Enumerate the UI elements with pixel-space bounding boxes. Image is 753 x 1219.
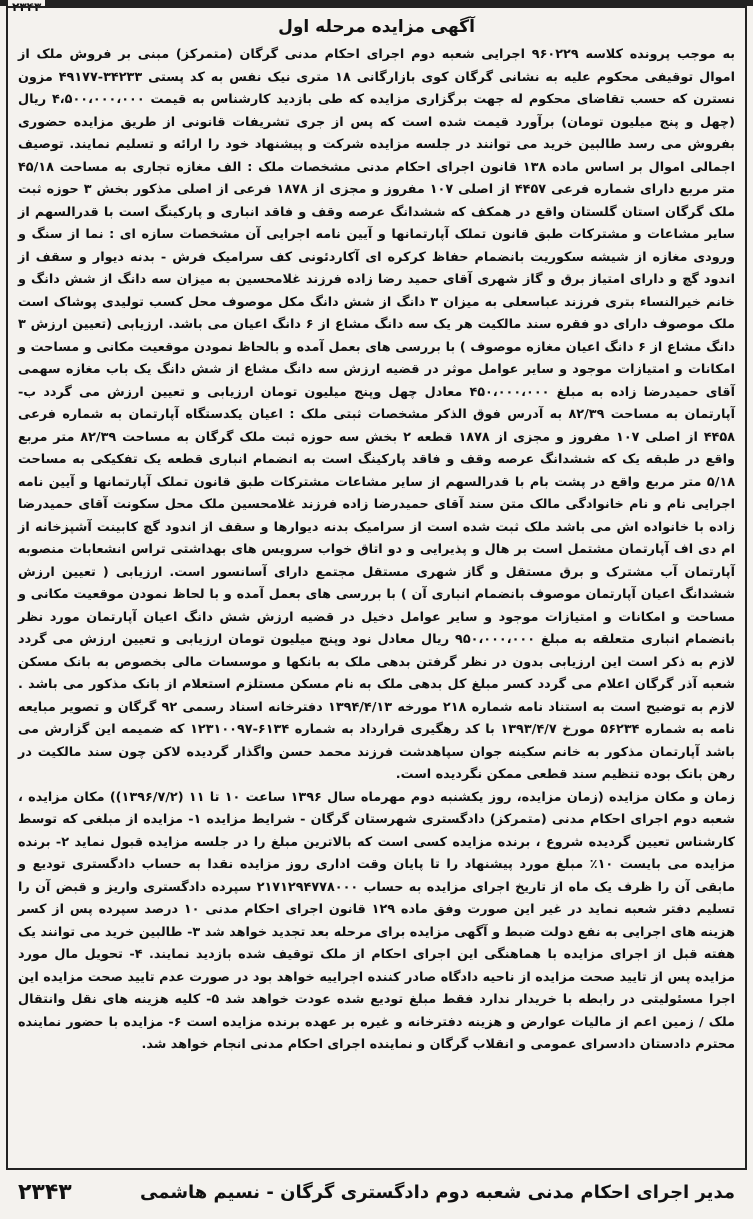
notice-paragraph-conditions: زمان و مکان مزایده (زمان مزایده، روز یکشنبه دوم مهرماه سال ۱۳۹۶ ساعت ۱۰ تا ۱۱ (۱۳۹۶/۷/۲)) مکان مزایده ، شعبه دوم اجرای احکام مدنی (متمرکز) دادگستری شهرستان گرگان - شرایط مزایده ۱- مزایده از مبلغی که توسط کارشناس تعیین گردیده شروع ، برنده مزایده کسی است که بالاترین مبلغ را در جلسه مزایده قبول نماید ۲- برنده مزایده می بایست ۱۰٪ مبلغ مورد پیشنهاد را تا پایان وقت اداری روز مزایده نقدا به حساب دادگستری تودیع و مابقی آن را ظرف یک ماه از تاریخ اجرای مزایده به حساب ۲۱۷۱۲۹۴۷۷۸۰۰۰ سپرده دادگستری واریز و قبض آن را تسلیم دفتر شعبه نماید در غیر این صورت وفق ماده ۱۲۹ قانون اجرای احکام مدنی ۱۰ درصد سپرده پس از کسر هزینه های اجرایی به نفع دولت ضبط و آگهی مزایده برای مرحله بعد تجدید خواهد شد ۳- طالبین خرید می توانند یک هفته قبل از اجرای مزایده با هماهنگی این اجرای احکام از ملک توقیف شده بازدید نمایند. ۴- تحویل مال مورد مزایده پس از تایید صحت مزایده از ناحیه دادگاه صادر کننده اجراییه خواهد بود در صورت عدم تایید صحت مزایده این اجرا مسئولیتی در رابطه با خریدار ندارد فقط مبلغ تودیع شده عودت خواهد شد ۵- کلیه هزینه های نقل وانتقال ملک / زمین اعم از مالیات عوارض و هزینه دفترخانه و غیره بر عهده برنده مزایده است ۶- مزایده با حضور نماینده محترم دادستان دادسرای عمومی و انقلاب گرگان و نماینده اجرای احکام مدنی انجام خواهد شد. xyxy=(18,789,736,1052)
notice-frame xyxy=(6,6,747,1170)
signature-line: مدیر اجرای احکام مدنی شعبه دوم دادگستری گرگان - نسیم هاشمی xyxy=(140,1181,735,1203)
notice-paragraph-description: به موجب پرونده کلاسه ۹۶۰۲۲۹ اجرایی شعبه دوم اجرای احکام مدنی گرگان (متمرکز) مبنی بر فروش ملک از اموال توقیفی محکوم علیه به نشانی گرگان کوی بازارگانی ۱۸ متری نیک نفس به کد پستی ۳۴۲۳۳-۴۹۱۷۷ مزون نسترن که حسب تقاضای محکوم له جهت برگزاری مزایده که طی بازدید کارشناس به قیمت ۴،۵۰۰،۰۰۰،۰۰۰ ریال (چهل و پنج میلیون تومان) برآورد قیمت شده است که پس از جری تشریفات قانونی از طریق مزایده حضوری بفروش می رسد طالبین خرید می توانند در جلسه مزایده شرکت و پیشنهاد خود را ارائه و تسلیم نمایند. توصیف اجمالی اموال بر اساس ماده ۱۳۸ قانون اجرای احکام مدنی مشخصات ملک : الف مغازه تجاری به مساحت ۴۵/۱۸ متر مربع دارای شماره فرعی ۴۴۵۷ از اصلی ۱۰۷ مفروز و مجزی از ۱۸۷۸ فرعی از اصلی مذکور بخش ۳ حوزه ثبت ملک گرگان استان گلستان واقع در همکف که ششدانگ عرصه وقف و فاقد انباری و پارکینگ است با قدرالسهم از سایر مشاعات و مشترکات طبق قانون تملک آپارتمانها و آیین نامه اجرایی آن مشخصات سازه ای : نما از سنگ و ورودی مغازه از شیشه سکوریت بانضمام حفاظ کرکره ای آکاردئونی کف سرامیک فرش - بدنه دیوار و سقف از اندود گچ و دارای امتیاز برق و گاز شهری آقای حمید رضا زاده فرزند غلامحسین به میزان سه دانگ از شش دانگ و خانم خیرالنساء بتری فرزند عباسعلی به میزان ۳ دانگ از شش دانگ مکل موصوف محل کسب تولیدی پوشاک است ملک موصوف دارای دو فقره سند مالکیت هر یک سه دانگ مشاع از ۶ دانگ اعیان می باشد. ارزیابی (تعیین ارزش ۳ دانگ مشاع از ۶ دانگ اعیان مغازه موصوف ) با بررسی های بعمل آمده و بالحاظ نمودن موقعیت مکانی و مساحت و امکانات و امتیازات موجود و سایر عوامل موثر در قضیه ارزش سه دانگ مشاع از شش دانگ یک باب مغازه سهمی آقای حمیدرضا زاده به مبلغ ۴۵۰،۰۰۰،۰۰۰ معادل چهل وپنج میلیون تومان ارزیابی و تعیین ارزش می گردد ب- آپارتمان به مساحت ۸۲/۳۹ به آدرس فوق الذکر مشخصات ثبتی ملک : اعیان یکدستگاه آپارتمان به شماره فرعی ۴۴۵۸ از اصلی ۱۰۷ مفروز و مجزی از ۱۸۷۸ قطعه ۲ بخش سه حوزه ثبت ملک گرگان به مساحت ۸۲/۳۹ متر مربع واقع در طبقه یک که ششدانگ عرصه وقف و فاقد پارکینگ است به انضمام انباری قطعه یک تفکیکی به مساحت ۵/۱۸ متر مربع واقع در پشت بام با قدرالسهم از سایر مشاعات مشترکات طبق قانون تملک آپارتمانها و آیین نامه اجرایی نام و نام خانوادگی مالک متن سند آقای حمیدرضا زاده فرزند غلامحسین ملک محل سکونت آقای حمیدرضا زاده با خانواده اش می باشد ملک ثبت شده است از سرامیک بدنه دیوارها و سقف از اندود گچ کابینت آشپزخانه از ام دی اف آپارتمان مشتمل است بر هال و پذیرایی و دو اتاق خواب سرویس های بهداشتی تراس انشعابات منصوبه آپارتمان آب مشترک و برق مستقل و گاز شهری مستقل مجتمع دارای آسانسور است. ارزیابی ( تعیین ارزش ششدانگ اعیان آپارتمان موصوف بانضمام انباری آن ) با بررسی های بعمل آمده و با لحاظ نمودن موقعیت مکانی و مساحت و امکانات و امتیازات موجود و سایر عوامل دخیل در قضیه ارزش شش دانگ اعیان آپارتمان مورد نظر بانضمام انباری متعلقه به مبلغ ۹۵۰،۰۰۰،۰۰۰ ریال معادل نود وپنج میلیون تومان ارزیابی و تعیین ارزش می گردد لازم به ذکر است این ارزیابی بدون در نظر گرفتن بدهی ملک به بانکها و موسسات مالی بخصوص به بانک مسکن شعبه آذر گرگان اعلام می گردد کسر مبلغ کل بدهی ملک به نام مسکن مستلزم استعلام از بانک مذکور می باشد . لازم به توضیح است به استناد نامه شماره ۲۱۸ مورخه ۱۳۹۴/۴/۱۳ دفترخانه اسناد رسمی ۹۲ گرگان و تصویر مبایعه نامه به شماره ۵۶۲۳۴ مورخ ۱۳۹۳/۴/۷ با کد رهگیری قرارداد به شماره ۶۱۳۴-۱۲۳۱۰۰۹۷ که ضمیمه این گزارش می باشد آپارتمان مذکور به خانم سکینه جوان سپاهدشت فرزند محمد حسن واگذار گردیده لاکن چون سند مالکیت در رهن بانک بوده تنظیم سند قطعی ممکن نگردیده است. xyxy=(18,47,736,782)
notice-footer xyxy=(6,1170,747,1214)
corner-number: ۲۳۴۳ xyxy=(8,0,45,14)
footer-number: ۲۳۴۳ xyxy=(18,1179,72,1205)
notice-title: آگهی مزایده مرحله اول xyxy=(278,17,475,37)
